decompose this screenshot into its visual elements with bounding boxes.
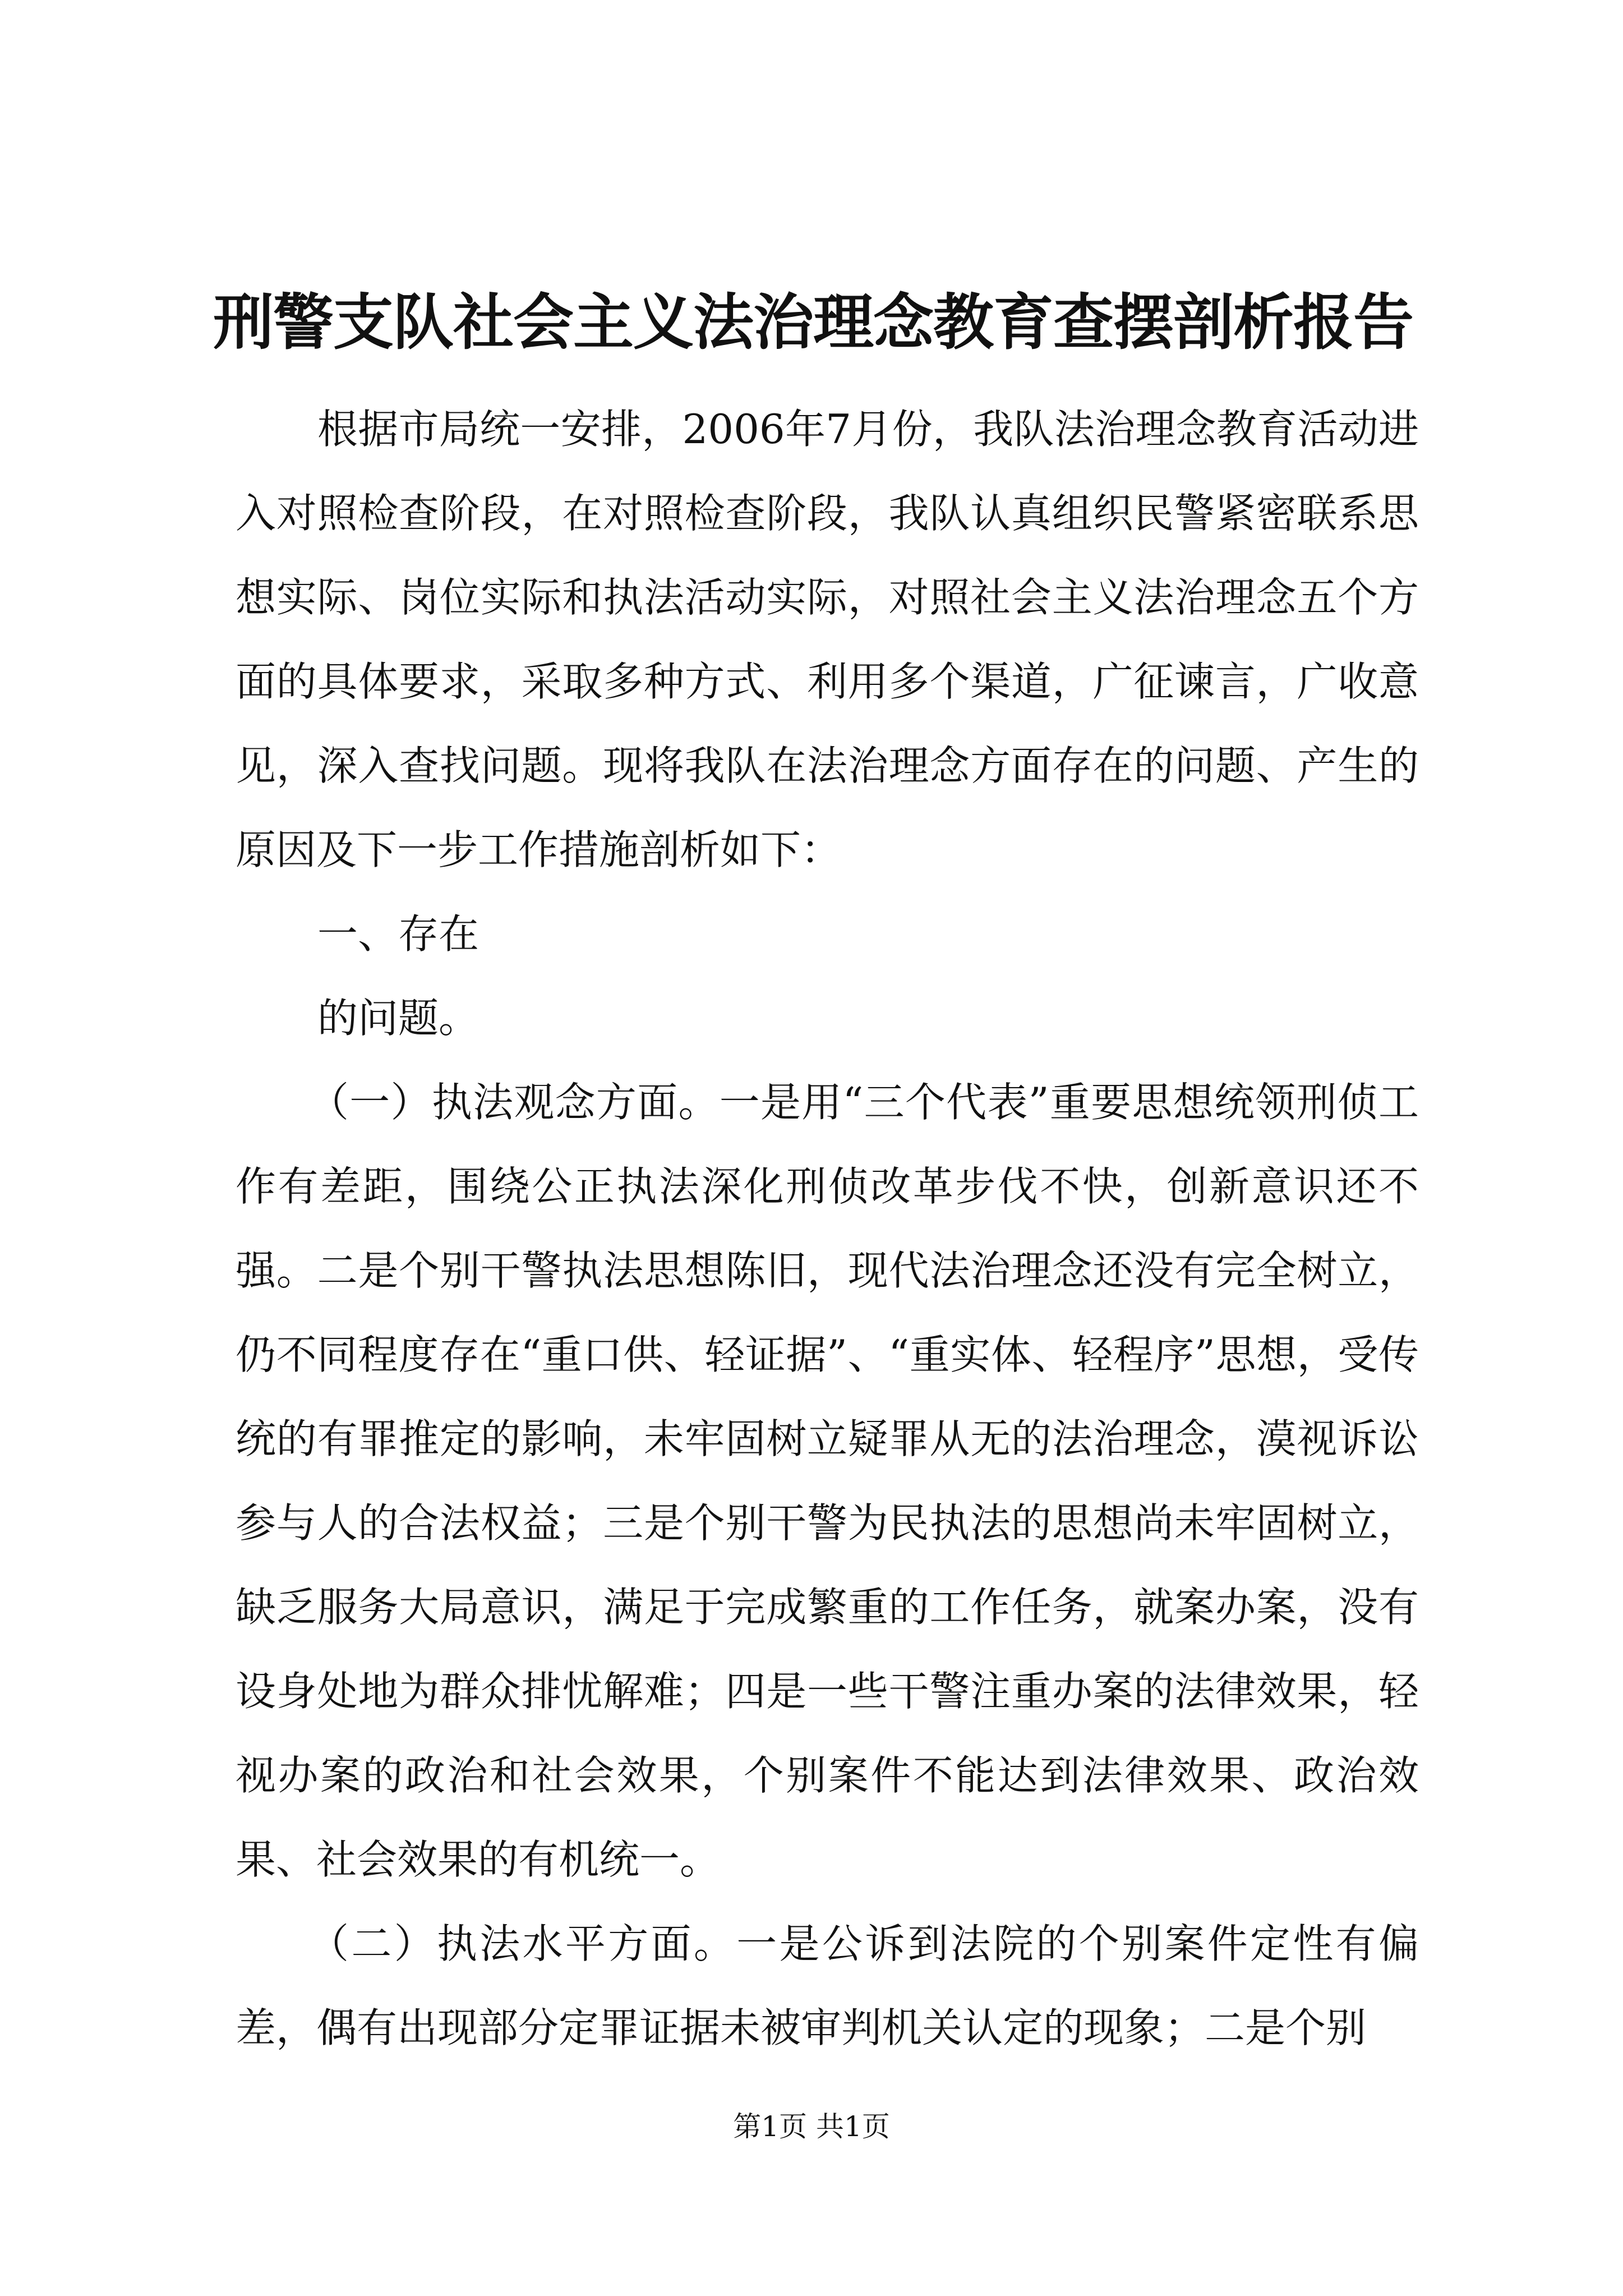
- subsection-paragraph-1: （一）执法观念方面。一是用“三个代表”重要思想统领刑侦工作有差距，围绕公正执法深化刑侦改革步伐不快，创新意识还不强。二是个别干警执法思想陈旧，现代法治理念还没有完全树立，仍不同程度存在“重口供、轻证据”、“重实体、轻程序”思想，受传统的有罪推定的影响，未牢固树立疑罪从无的法治理念，漠视诉讼参与人的合法权益；三是个别干警为民执法的思想尚未牢固树立，缺乏服务大局意识，满足于完成繁重的工作任务，就案办案，没有设身处地为群众排忧解难；四是一些干警注重办案的法律效果，轻视办案的政治和社会效果，个别案件不能达到法律效果、政治效果、社会效果的有机统一。: [236, 1079, 1419, 1883]
- section-heading-part2: 的问题。: [317, 995, 479, 1042]
- page-number-footer: 第1页 共1页: [733, 2110, 890, 2143]
- subsection-paragraph-2: （二）执法水平方面。一是公诉到法院的个别案件定性有偏差，偶有出现部分定罪证据未被审判机关认定的现象；二是个别: [236, 1920, 1419, 2051]
- document-body: [236, 387, 1419, 2070]
- intro-paragraph: 根据市局统一安排，2006年7月份，我队法治理念教育活动进入对照检查阶段，在对照检查阶段，我队认真组织民警紧密联系思想实际、岗位实际和执法活动实际，对照社会主义法治理念五个方面的具体要求，采取多种方式、利用多个渠道，广征谏言，广收意见，深入查找问题。现将我队在法治理念方面存在的问题、产生的原因及下一步工作措施剖析如下：: [236, 406, 1419, 873]
- document-title: 刑警支队社会主义法治理念教育查摆剖析报告: [213, 287, 1414, 358]
- section-heading-part1: 一、存在: [317, 910, 479, 958]
